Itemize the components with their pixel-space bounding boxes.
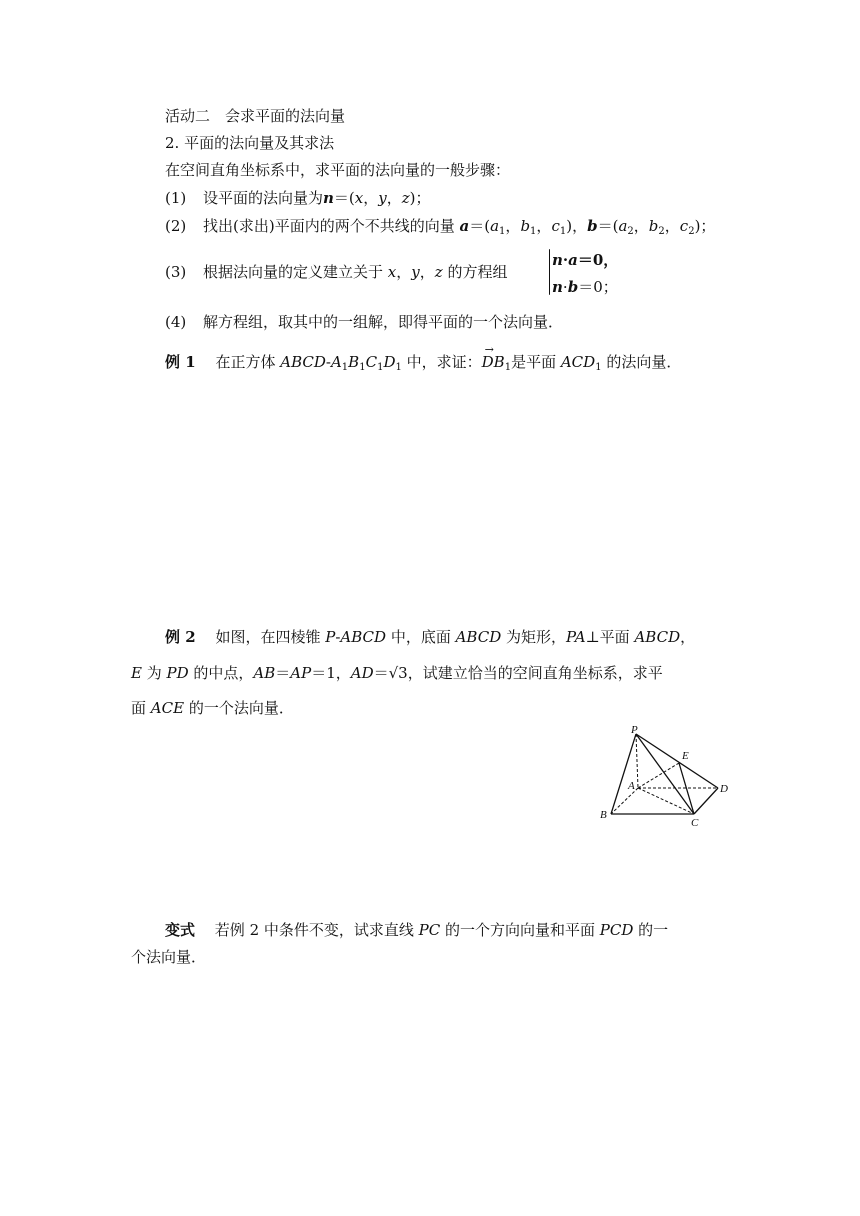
- step-3: [165, 262, 507, 282]
- edge-AC: [638, 788, 694, 814]
- section-title: 活动二 会求平面的法向量: [165, 107, 346, 125]
- variant-line-2: 个法向量．: [131, 948, 207, 966]
- subsection-title: 2. 平面的法向量及其求法: [165, 134, 335, 152]
- label-B: B: [600, 809, 607, 821]
- edge-PC: [636, 734, 694, 814]
- equation-brace: [549, 249, 550, 295]
- variant-line-1: 变式 若例 2 中条件不变，试求直线 PC 的一个方向向量和平面 PCD 的一: [165, 921, 669, 939]
- example-1: [165, 352, 681, 372]
- step-text: 解方程组，取其中的一组解，即得平面的一个法向量．: [203, 313, 564, 331]
- edge-CD: [694, 788, 718, 814]
- step-text: 设平面的法向量为: [203, 189, 324, 207]
- step-number: (3): [165, 263, 187, 281]
- equation-2: n·b＝0；: [552, 278, 618, 296]
- intro-text: 在空间直角坐标系中，求平面的法向量的一般步骤：: [165, 161, 511, 179]
- step-4: [165, 312, 563, 332]
- label-E: E: [682, 750, 689, 762]
- step-number: (2): [165, 217, 187, 235]
- step-2: [165, 216, 715, 236]
- example-label: 例 1: [165, 353, 196, 371]
- edge-PA: [636, 734, 638, 788]
- example-2-line-2: E 为 PD 的中点，AB＝AP＝1，AD＝√3，试建立恰当的空间直角坐标系，求平: [131, 664, 663, 682]
- step-1: [165, 188, 431, 208]
- pyramid-figure: [596, 722, 736, 830]
- label-P: P: [631, 724, 638, 736]
- variant-label: 变式: [165, 921, 196, 939]
- edge-PD: [636, 734, 718, 788]
- example-text: 在正方体 ABCD-$A_1B_1C_1D_1$ 中，求证：→ $DB_1$是平面 $ACD_1$ 的法向量．: [200, 353, 681, 371]
- step-formula: $a=(a_1$，$b_1$，$c_1$)，$b=(a_2$，$b_2$，$c_2$)；: [459, 217, 716, 237]
- step-formula: n＝(x，y，z)；: [323, 189, 431, 207]
- step-number: (1): [165, 189, 187, 207]
- step-text: 根据法向量的定义建立关于 x，y，z 的方程组: [203, 263, 508, 281]
- example-2-line-3: 面 ACE 的一个法向量．: [131, 699, 294, 717]
- label-A: A: [628, 780, 635, 792]
- step-text: 找出(求出)平面内的两个不共线的向量: [203, 217, 455, 235]
- label-D: D: [720, 783, 728, 795]
- step-number: (4): [165, 313, 187, 331]
- example-label: 例 2: [165, 628, 196, 646]
- example-2-line-1: 例 2 如图，在四棱锥 P-ABCD 中，底面 ABCD 为矩形，PA⊥平面 ABCD，: [165, 628, 696, 646]
- equation-1: n·a＝0，: [552, 251, 619, 269]
- label-C: C: [691, 817, 699, 829]
